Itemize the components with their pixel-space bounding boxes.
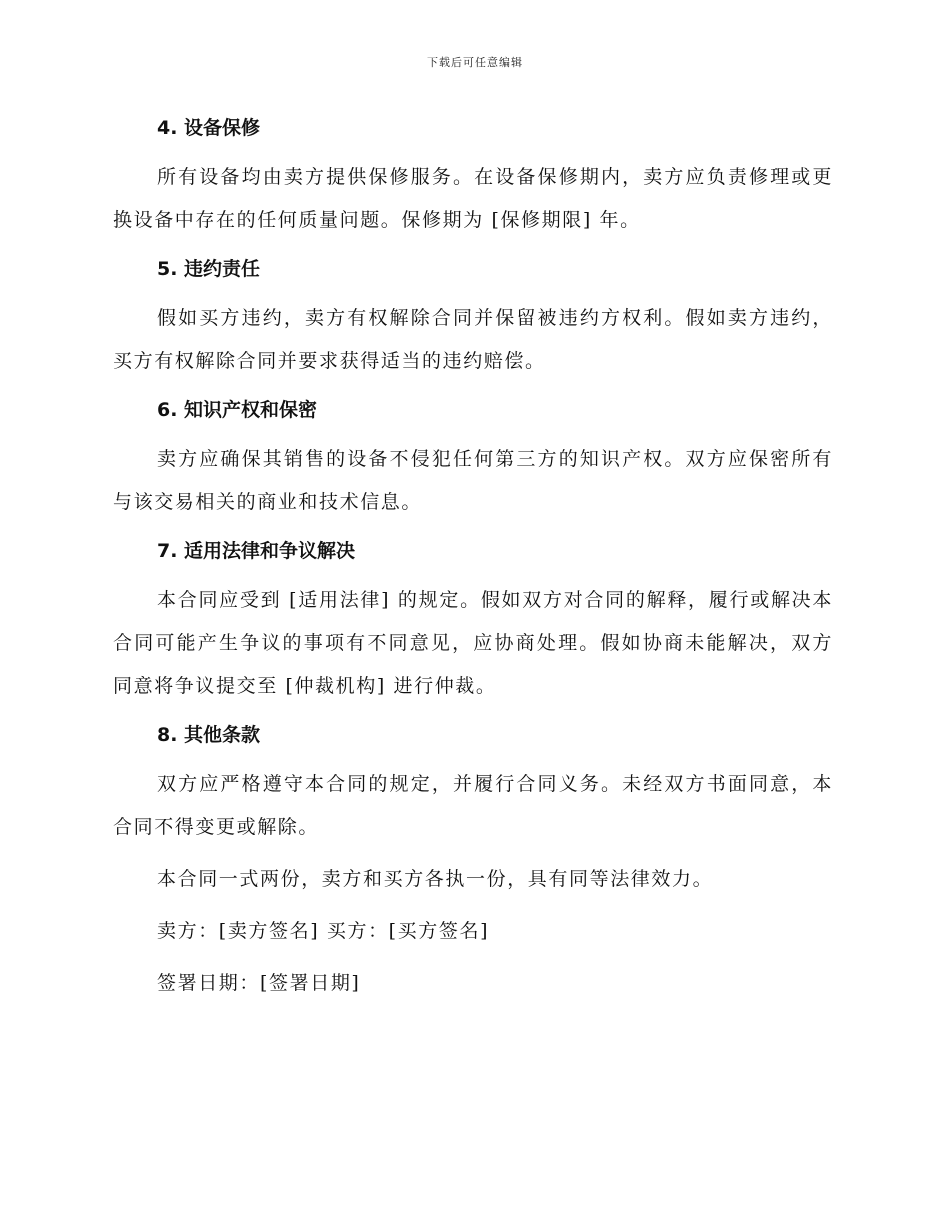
section-paragraph: 本合同应受到 [适用法律] 的规定。假如双方对合同的解释，履行或解决本合同可能产生争议的事项有不同意见，应协商处理。假如协商未能解决，双方同意将争议提交至 [仲裁机构] 进行仲裁。 [113,589,833,697]
section-heading: 5. 违约责任 [157,258,261,280]
section-ip-confidentiality [113,392,833,533]
section-heading: 8. 其他条款 [157,724,261,746]
document-body [113,110,833,1005]
section-other-terms [113,717,833,1005]
section-warranty [113,110,833,251]
section-heading: 4. 设备保修 [157,117,261,139]
section-paragraph: 卖方应确保其销售的设备不侵犯任何第三方的知识产权。双方应保密所有与该交易相关的商业和技术信息。 [113,448,833,513]
section-paragraph: 双方应严格遵守本合同的规定，并履行合同义务。未经双方书面同意，本合同不得变更或解除。 [113,773,833,838]
section-paragraph: 所有设备均由卖方提供保修服务。在设备保修期内，卖方应负责修理或更换设备中存在的任何质量问题。保修期为 [保修期限] 年。 [113,166,833,231]
signature-line: 卖方：[卖方签名] 买方：[买方签名] [157,920,490,942]
section-law-disputes [113,533,833,717]
copies-clause: 本合同一式两份，卖方和买方各执一份，具有同等法律效力。 [157,868,714,890]
section-paragraph: 假如买方违约，卖方有权解除合同并保留被违约方权利。假如卖方违约，买方有权解除合同并要求获得适当的违约赔偿。 [113,307,833,372]
header-note: 下载后可任意编辑 [427,56,523,69]
section-heading: 7. 适用法律和争议解决 [157,540,356,562]
section-breach [113,251,833,392]
signing-date-line: 签署日期：[签署日期] [157,972,361,994]
section-heading: 6. 知识产权和保密 [157,399,318,421]
